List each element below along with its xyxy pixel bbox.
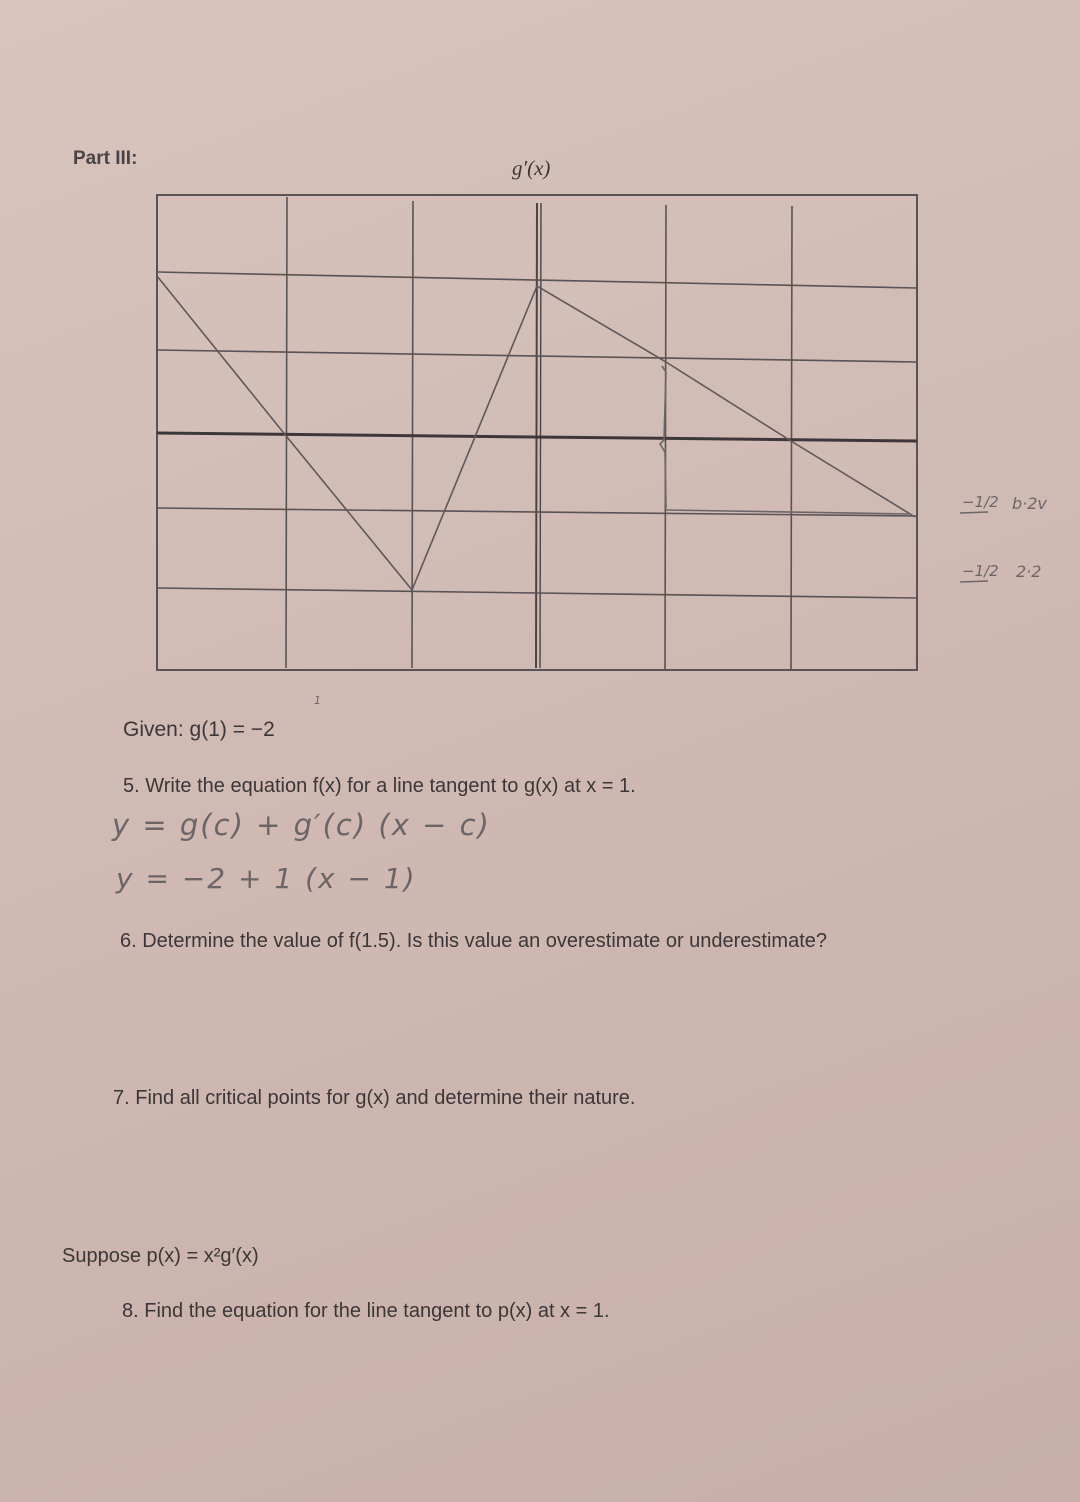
question-6: 6. Determine the value of f(1.5). Is this value an overestimate or underestimate? — [120, 930, 828, 952]
handwritten-answer: y = −2 + 1 (x − 1) — [116, 862, 417, 895]
question-8: 8. Find the equation for the line tangent to p(x) at x = 1. — [122, 1300, 610, 1322]
margin-note-bottom: 2·2 — [1016, 562, 1042, 581]
graph-title: g′(x) — [512, 156, 551, 180]
suppose-statement: Suppose p(x) = x²g′(x) — [62, 1245, 259, 1267]
margin-fraction-bar-top — [960, 512, 988, 513]
grid-vline-5 — [791, 206, 792, 669]
grid-vline-1 — [286, 197, 287, 668]
question-5: 5. Write the equation f(x) for a line tangent to g(x) at x = 1. — [123, 775, 636, 797]
margin-fraction-top-text: −1/2 — [962, 493, 999, 511]
given-statement: Given: g(1) = −2 — [123, 718, 275, 741]
small-mark: 1 — [314, 694, 321, 707]
margin-fraction-bottom-text: −1/2 — [962, 562, 999, 580]
margin-fraction-bar-bottom — [960, 581, 988, 582]
margin-fraction-bottom — [962, 562, 999, 580]
margin-fraction-top — [962, 493, 999, 511]
grid-vline-3b — [540, 203, 541, 668]
handwritten-formula: y = g(c) + g′(c) (x − c) — [112, 808, 491, 842]
part-label: Part III: — [73, 148, 138, 169]
question-7: 7. Find all critical points for g(x) and determine their nature. — [113, 1087, 636, 1109]
margin-note-top: b·2v — [1012, 494, 1047, 513]
